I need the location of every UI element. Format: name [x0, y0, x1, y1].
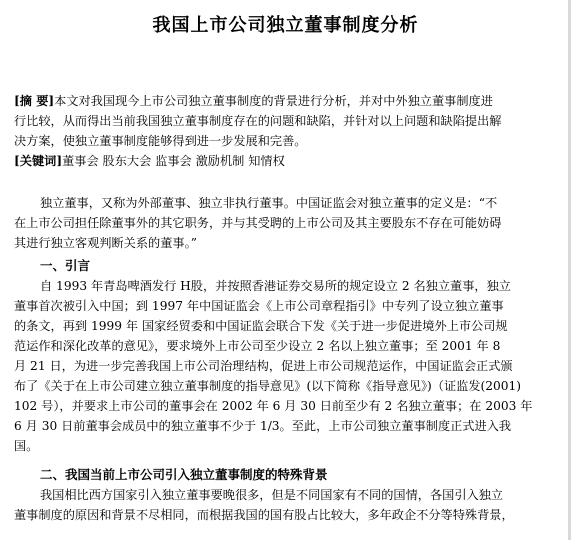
section-heading: 二、我国当前上市公司引入独立董事制度的特殊背景: [40, 467, 328, 482]
document-title: 我国上市公司独立董事制度分析: [152, 15, 419, 36]
abstract-line: 决方案，使独立董事制度能够得到进一步发展和完善。: [14, 134, 307, 148]
paragraph-line: 的条文，再到 1999 年 国家经贸委和中国证监会联合下发《关于进一步促进境外上市公司规: [14, 319, 508, 333]
abstract-label: [摘 要]: [14, 94, 55, 108]
paragraph-line: 董事首次被引入中国；到 1997 年中国证监会《上市公司章程指引》中专列了设立独立董事: [14, 299, 504, 313]
abstract-text: 本文对我国现今上市公司独立董事制度的背景进行分析，并对中外独立董事制度进: [54, 94, 493, 108]
paragraph-line: 月 21 日，为进一步完善我国上市公司治理结构，促进上市公司规范运作，中国证监会正式颁: [14, 359, 513, 373]
paragraph-line: 其进行独立客观判断关系的董事。”: [14, 236, 197, 250]
paragraph-line: 独立董事，又称为外部董事、独立非执行董事。中国证监会对独立董事的定义是：“不: [40, 196, 498, 210]
paragraph-line: 102 号），并要求上市公司的董事会在 2002 年 6 月 30 日前至少有 2 名独立董事；在 2003 年: [14, 399, 533, 413]
intro-paragraph: [14, 193, 563, 253]
section-heading: 一、引言: [40, 258, 91, 273]
paragraph-line: 我国相比西方国家引入独立董事要晚很多，但是不同国家有不同的国情，各国引入独立: [40, 488, 504, 502]
paragraph-line: 董事制度的原因和背景不尽相同，而根据我国的国有股占比较大，多年政企不分等特殊背景，: [14, 508, 514, 522]
paragraph-line: 在上市公司担任除董事外的其它职务，并与其受聘的上市公司及其主要股东不存在可能妨碍: [14, 216, 502, 230]
keywords-label: [关键词]: [14, 154, 63, 168]
paragraph-line: 自 1993 年青岛啤酒发行 H股，并按照香港证券交易所的规定设立 2 名独立董事，独立: [40, 279, 511, 293]
abstract-line: 行比较，从而得出当前我国独立董事制度存在的问题和缺陷，并针对以上问题和缺陷提出解: [14, 114, 502, 128]
keywords-line: [14, 151, 563, 171]
abstract-line: [14, 91, 563, 111]
section-2: [14, 465, 563, 525]
paragraph-line: 6 月 30 日前董事会成员中的独立董事不少于 1/3。至此，上市公司独立董事制度正式进入我: [14, 419, 512, 433]
paragraph-line: 国。: [14, 439, 39, 453]
keywords-text: 董事会 股东大会 监事会 激励机制 知情权: [62, 154, 285, 168]
paragraph-line: 范运作和深化改革的意见》，要求境外上市公司至少设立 2 名以上独立董事；至 2001 年 8: [14, 339, 501, 353]
section-1: [14, 256, 563, 456]
abstract-block: [14, 91, 563, 171]
paragraph-line: 布了《关于在上市公司建立独立董事制度的指导意见》(以下简称《指导意见》)（证监发(2001): [14, 379, 522, 393]
